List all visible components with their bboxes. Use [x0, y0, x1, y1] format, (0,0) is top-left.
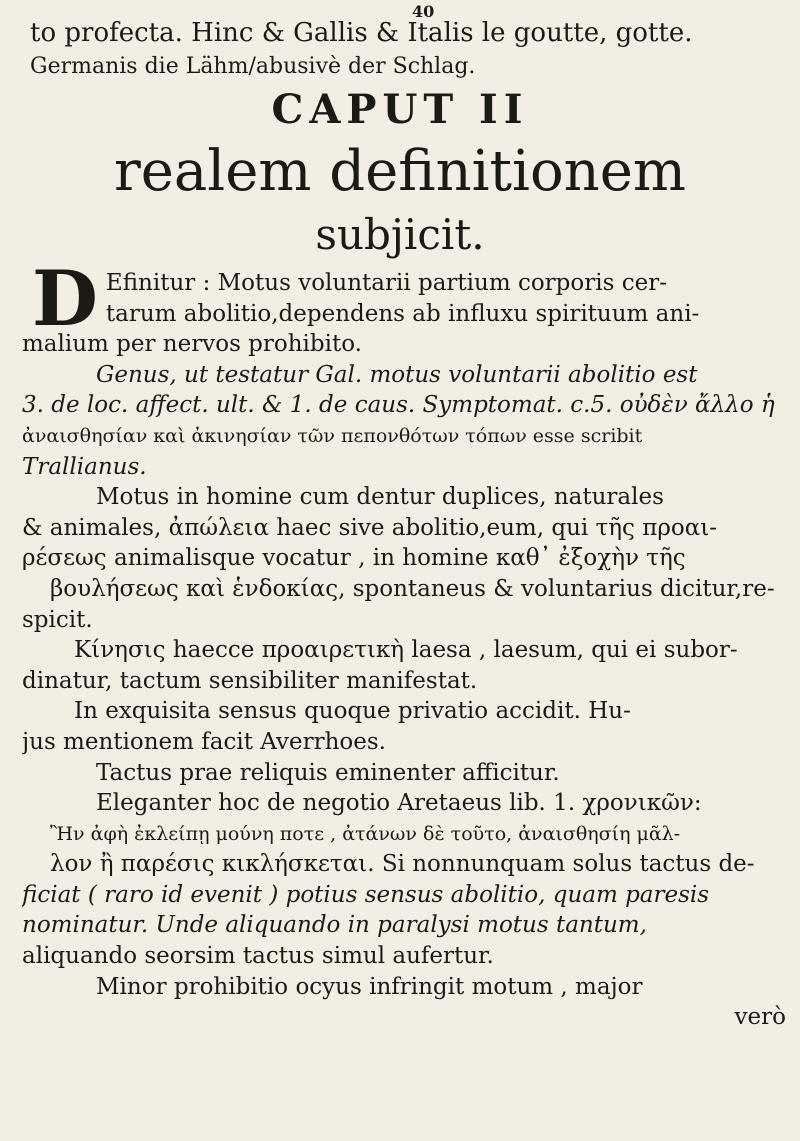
top-line: to profecta. Hinc & Gallis & Italis le goutte, gotte.: [30, 18, 693, 48]
text-line: ἀναισθησίαν καὶ ἀκινησίαν τῶν πεπονθότων τόπων esse scribit: [22, 424, 643, 447]
top-text: [30, 16, 780, 84]
text-line: Eleganter hoc de negotio Aretaeus lib. 1. χρονικῶν:: [96, 790, 702, 817]
text-line: ficiat ( raro id evenit ) potius sensus abolitio, quam paresis: [22, 881, 710, 908]
text-line: Tactus prae reliquis eminenter afficitur.: [96, 759, 560, 786]
text-line: Motus in homine cum dentur duplices, naturales: [96, 484, 664, 511]
text-line: Ἢν ἀφὴ ἐκλείπῃ μούνη ποτε , ἀτάνων δὲ τοῦτο, ἀναισθησίη μᾶλ-: [50, 822, 681, 845]
text-line: malium per nervos prohibito.: [22, 331, 362, 358]
text-line: jus mentionem facit Averrhoes.: [22, 728, 386, 755]
text-line: dinatur, tactum sensibiliter manifestat.: [22, 667, 478, 694]
chapter-heading: CAPUT II: [271, 86, 529, 133]
text-line: tarum abolitio,dependens ab influxu spirituum ani-: [105, 300, 700, 327]
text-line: Trallianus.: [22, 453, 147, 480]
catchword: verò: [734, 1004, 786, 1031]
chapter-title: realem definitionem: [113, 139, 686, 204]
text-line: ρέσεως animalisque vocatur , in homine καθ᾽ ἐξοχὴν τῆς: [22, 545, 686, 572]
text-line: & animales, ἀπώλεια haec sive abolitio,eum, qui τῆς προαι-: [22, 514, 718, 541]
text-line: λον ἢ παρέσις κικλήσκεται. Si nonnunquam solus tactus de-: [50, 851, 755, 878]
text-line: Efinitur : Motus voluntarii partium corporis cer-: [105, 270, 667, 296]
text-line: nominatur. Unde aliquando in paralysi motus tantum,: [22, 912, 647, 939]
body-text: [22, 254, 792, 1033]
text-line: In exquisita sensus quoque privatio accidit. Hu-: [74, 698, 631, 725]
text-line: βουλήσεως καὶ ἑνδοκίας, spontaneus & voluntarius dicitur,re-: [50, 575, 775, 602]
page-number: 40: [412, 2, 435, 21]
text-line: aliquando seorsim tactus simul aufertur.: [22, 943, 494, 970]
drop-cap: D: [32, 254, 98, 343]
text-line: Minor prohibitio ocyus infringit motum , major: [96, 973, 643, 1000]
chapter-subtitle: subjicit.: [315, 210, 485, 259]
text-line: 3. de loc. affect. ult. & 1. de caus. Symptomat. c.5. οὐδὲν ἄλλο ἡ: [22, 392, 775, 419]
text-line: Genus, ut testatur Gal. motus voluntarii abolitio est: [96, 361, 698, 388]
text-line: spicit.: [22, 606, 93, 633]
top-line: Germanis die Lähm/abusivè der Schlag.: [30, 54, 476, 79]
text-line: Κίνησις haecce προαιρετικὴ laesa , laesum, qui ei subor-: [74, 637, 738, 664]
